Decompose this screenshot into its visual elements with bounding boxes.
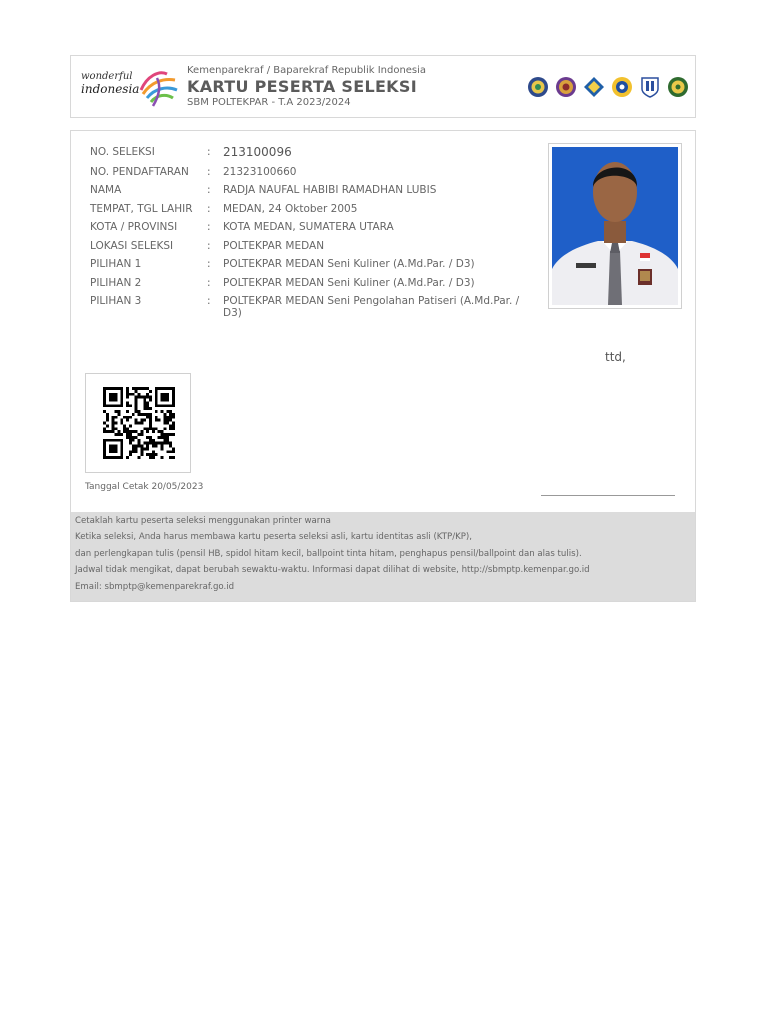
value-pilihan-3: POLTEKPAR MEDAN Seni Pengolahan Patiseri (A.Md.Par. / D3) xyxy=(223,295,520,319)
card-title: KARTU PESERTA SELEKSI xyxy=(187,77,417,96)
label-pilihan-1: PILIHAN 1 xyxy=(90,258,142,270)
colon: : xyxy=(207,240,211,252)
label-no-seleksi: NO. SELEKSI xyxy=(90,146,155,158)
participant-card xyxy=(70,130,696,602)
value-kota-provinsi: KOTA MEDAN, SUMATERA UTARA xyxy=(223,221,394,233)
print-date: Tanggal Cetak 20/05/2023 xyxy=(85,482,204,492)
value-pilihan-2: POLTEKPAR MEDAN Seni Kuliner (A.Md.Par. / D3) xyxy=(223,277,475,289)
emblem-5-icon xyxy=(639,76,661,98)
note-line: Jadwal tidak mengikat, dapat berubah sewaktu-waktu. Informasi dapat dilihat di website, http://sbmptp.kemenpar.go.id xyxy=(75,565,590,576)
emblem-1-icon xyxy=(527,76,549,98)
colon: : xyxy=(207,184,211,196)
colon: : xyxy=(207,277,211,289)
value-tempat-tgl-lahir: MEDAN, 24 Oktober 2005 xyxy=(223,203,358,215)
value-no-seleksi: 213100096 xyxy=(223,145,292,159)
label-kota-provinsi: KOTA / PROVINSI xyxy=(90,221,178,233)
colon: : xyxy=(207,203,211,215)
instructions-panel xyxy=(71,512,695,601)
logo-line1: wonderful xyxy=(81,71,133,82)
wonderful-indonesia-logo xyxy=(81,68,179,110)
participant-photo-image xyxy=(552,147,678,305)
card-subtitle: SBM POLTEKPAR - T.A 2023/2024 xyxy=(187,97,351,108)
label-nama: NAMA xyxy=(90,184,122,196)
signature-label: ttd, xyxy=(605,350,626,364)
emblem-2-icon xyxy=(555,76,577,98)
note-line: dan perlengkapan tulis (pensil HB, spidol hitam kecil, ballpoint tinta hitam, penghapus pensil/ballpoint dan alas tulis). xyxy=(75,548,582,559)
label-lokasi-seleksi: LOKASI SELEKSI xyxy=(90,240,174,252)
label-tempat-tgl-lahir: TEMPAT, TGL LAHIR xyxy=(90,203,193,215)
wonderful-indonesia-bird-icon xyxy=(137,68,181,108)
label-no-pendaftaran: NO. PENDAFTARAN xyxy=(90,166,189,178)
note-line: Email: sbmptp@kemenparekraf.go.id xyxy=(75,581,235,592)
signature-line xyxy=(541,495,675,496)
value-lokasi-seleksi: POLTEKPAR MEDAN xyxy=(223,240,325,252)
label-pilihan-2: PILIHAN 2 xyxy=(90,277,142,289)
colon: : xyxy=(207,295,211,307)
institution-emblems xyxy=(527,76,691,100)
ministry-name: Kemenparekraf / Baparekraf Republik Indonesia xyxy=(187,65,427,76)
colon: : xyxy=(207,221,211,233)
qr-code-icon xyxy=(101,387,177,459)
label-pilihan-3: PILIHAN 3 xyxy=(90,295,142,307)
card-header xyxy=(70,55,696,118)
colon: : xyxy=(207,146,211,158)
participant-photo xyxy=(548,143,682,309)
note-line: Cetaklah kartu peserta seleksi menggunakan printer warna xyxy=(75,516,331,526)
value-pilihan-1: POLTEKPAR MEDAN Seni Kuliner (A.Md.Par. / D3) xyxy=(223,258,475,270)
value-nama: RADJA NAUFAL HABIBI RAMADHAN LUBIS xyxy=(223,184,437,196)
colon: : xyxy=(207,166,211,178)
logo-line2: indonesia xyxy=(81,82,140,96)
colon: : xyxy=(207,258,211,270)
emblem-3-icon xyxy=(583,76,605,98)
emblem-6-icon xyxy=(667,76,689,98)
qr-code-frame xyxy=(85,373,191,473)
note-line: Ketika seleksi, Anda harus membawa kartu peserta seleksi asli, kartu identitas asli (KTP/KP), xyxy=(75,532,473,543)
value-no-pendaftaran: 21323100660 xyxy=(223,166,297,178)
emblem-4-icon xyxy=(611,76,633,98)
